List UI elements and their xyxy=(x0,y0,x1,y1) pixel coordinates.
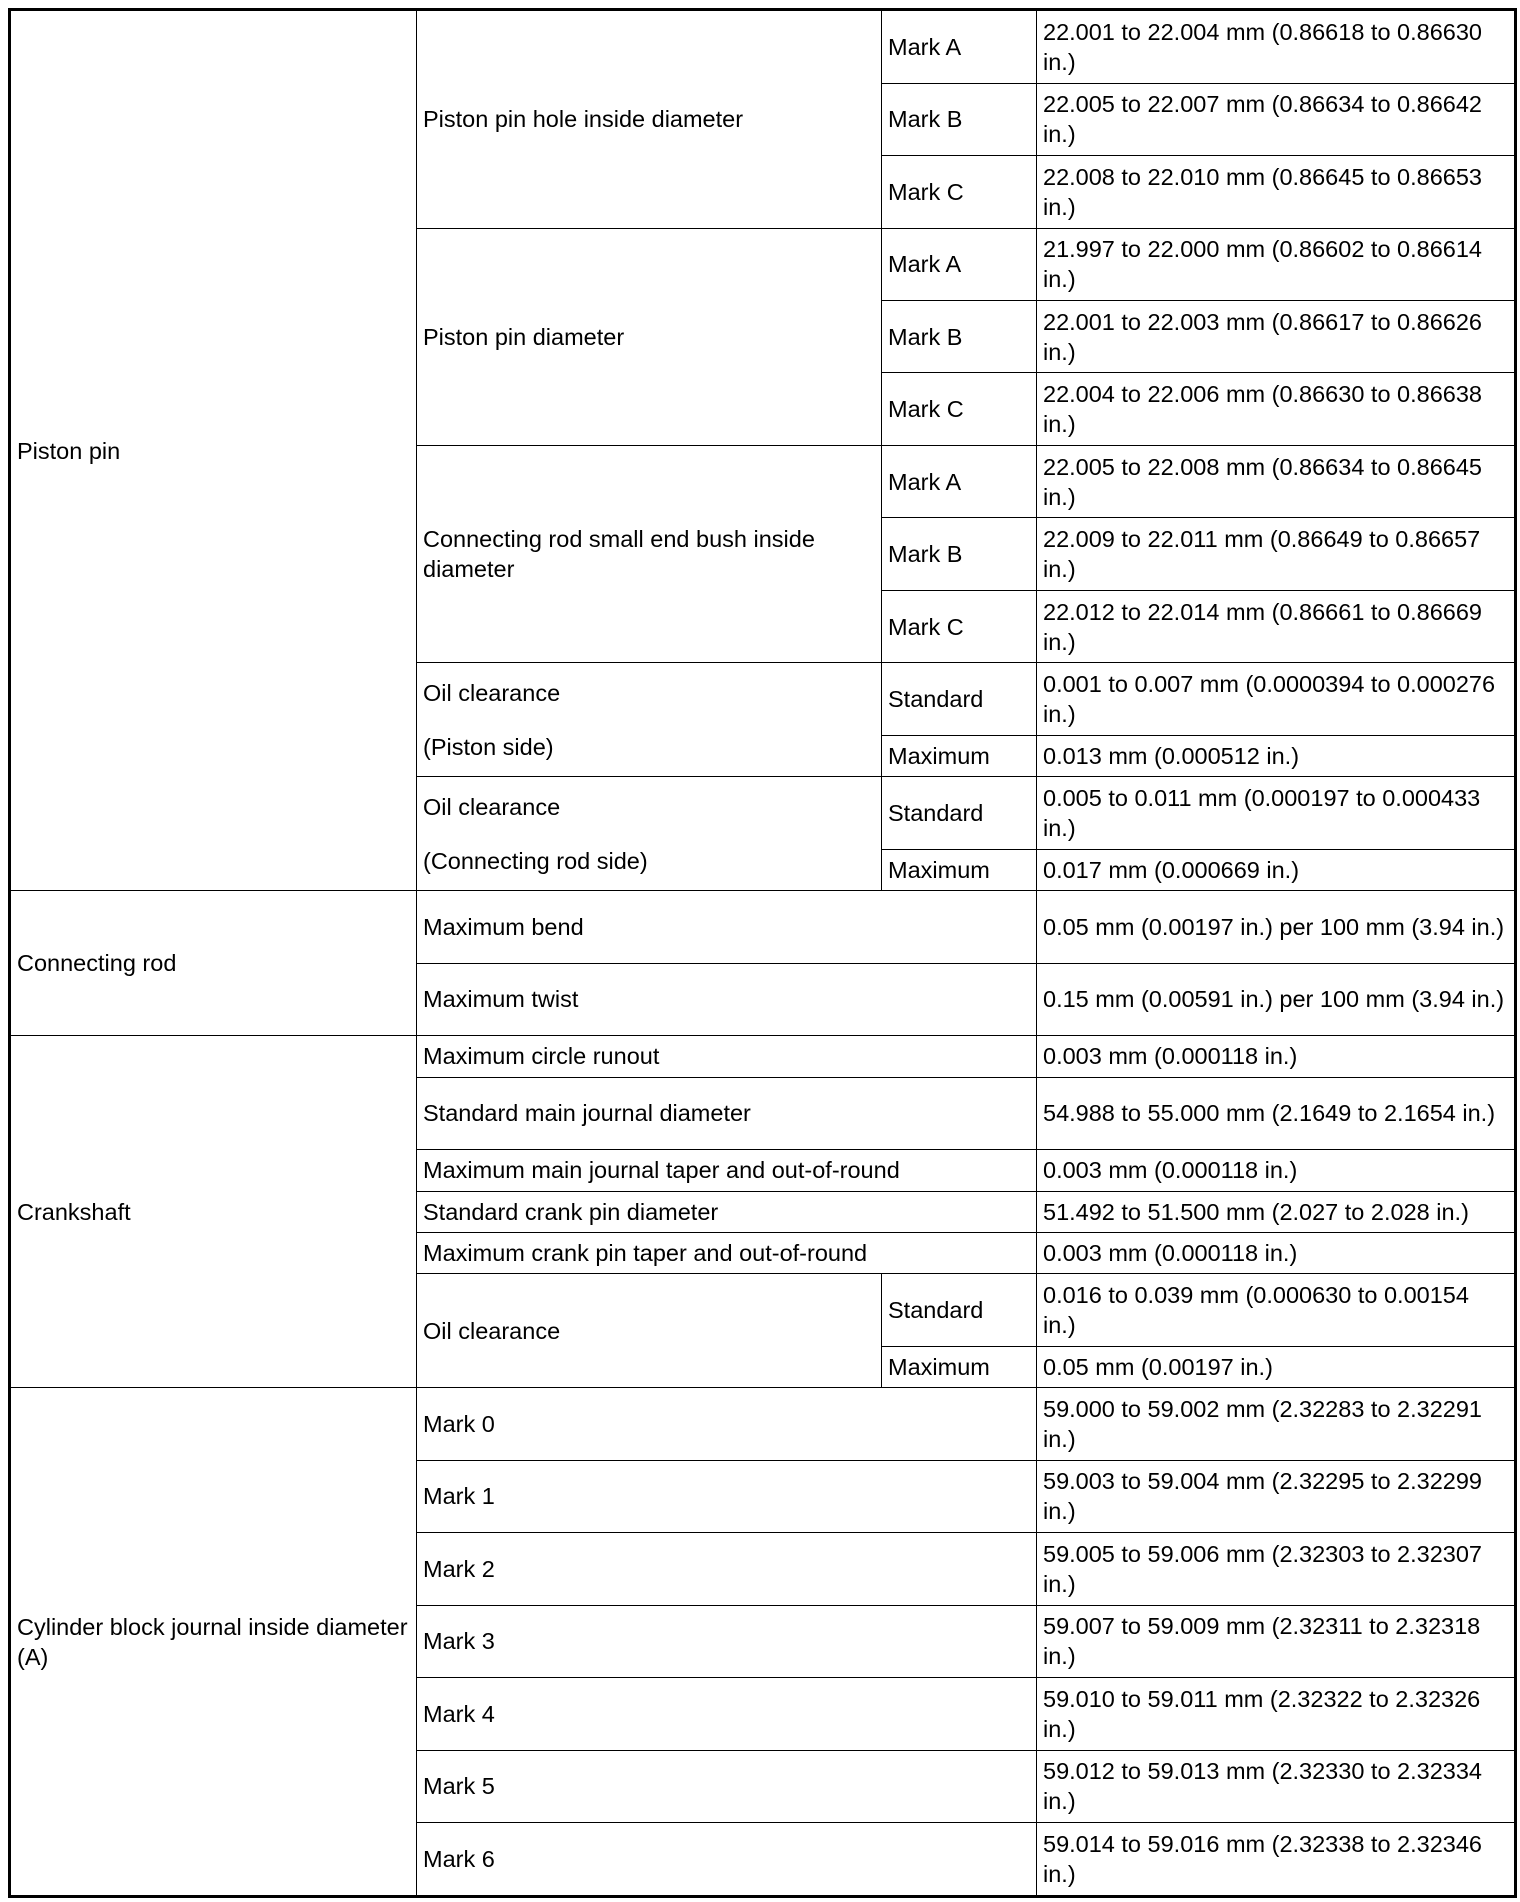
standard-label: Standard xyxy=(882,1274,1037,1346)
item-label: Maximum crank pin taper and out-of-round xyxy=(417,1232,1037,1273)
spec-value: 54.988 to 55.000 mm (2.1649 to 2.1654 in.) xyxy=(1037,1077,1516,1149)
spec-value: 0.15 mm (0.00591 in.) per 100 mm (3.94 in.) xyxy=(1037,963,1516,1035)
spec-value: 59.012 to 59.013 mm (2.32330 to 2.32334 in.) xyxy=(1037,1750,1516,1822)
spec-value: 0.003 mm (0.000118 in.) xyxy=(1037,1150,1516,1191)
item-sublabel: (Piston side) xyxy=(423,733,554,760)
maximum-label: Maximum xyxy=(882,735,1037,776)
spec-value: 59.005 to 59.006 mm (2.32303 to 2.32307 in.) xyxy=(1037,1533,1516,1605)
item-label: Oil clearance xyxy=(423,679,561,706)
mark-label: Mark B xyxy=(882,300,1037,372)
spec-value: 59.000 to 59.002 mm (2.32283 to 2.32291 in.) xyxy=(1037,1388,1516,1460)
mark-label: Mark B xyxy=(882,518,1037,590)
spec-value: 0.016 to 0.039 mm (0.000630 to 0.00154 in.) xyxy=(1037,1274,1516,1346)
mark-label: Mark C xyxy=(882,156,1037,228)
specification-table xyxy=(8,8,1517,1898)
item-label: Piston pin hole inside diameter xyxy=(417,10,882,229)
spec-value: 22.001 to 22.003 mm (0.86617 to 0.86626 in.) xyxy=(1037,300,1516,372)
spec-value: 0.005 to 0.011 mm (0.000197 to 0.000433 in.) xyxy=(1037,777,1516,849)
section-label-piston-pin: Piston pin xyxy=(10,10,417,891)
table-row xyxy=(10,1388,1516,1460)
table-row xyxy=(10,10,1516,84)
spec-value: 0.05 mm (0.00197 in.) xyxy=(1037,1346,1516,1387)
section-label-crankshaft: Crankshaft xyxy=(10,1036,417,1388)
mark-label: Mark 2 xyxy=(417,1533,1037,1605)
spec-value: 0.001 to 0.007 mm (0.0000394 to 0.000276 in.) xyxy=(1037,663,1516,735)
spec-value: 22.005 to 22.007 mm (0.86634 to 0.86642 in.) xyxy=(1037,83,1516,155)
spec-value: 0.017 mm (0.000669 in.) xyxy=(1037,849,1516,890)
mark-label: Mark 6 xyxy=(417,1823,1037,1897)
spec-value: 22.004 to 22.006 mm (0.86630 to 0.86638 in.) xyxy=(1037,373,1516,445)
maximum-label: Maximum xyxy=(882,849,1037,890)
spec-value: 0.003 mm (0.000118 in.) xyxy=(1037,1232,1516,1273)
section-label-cylinder-block: Cylinder block journal inside diameter (A) xyxy=(10,1388,417,1897)
spec-value: 22.001 to 22.004 mm (0.86618 to 0.86630 in.) xyxy=(1037,10,1516,84)
spec-value: 59.007 to 59.009 mm (2.32311 to 2.32318 in.) xyxy=(1037,1605,1516,1677)
standard-label: Standard xyxy=(882,777,1037,849)
item-label: Standard main journal diameter xyxy=(417,1077,1037,1149)
spec-value: 0.013 mm (0.000512 in.) xyxy=(1037,735,1516,776)
spec-value: 22.009 to 22.011 mm (0.86649 to 0.86657 in.) xyxy=(1037,518,1516,590)
standard-label: Standard xyxy=(882,663,1037,735)
mark-label: Mark 1 xyxy=(417,1460,1037,1532)
spec-value: 21.997 to 22.000 mm (0.86602 to 0.86614 in.) xyxy=(1037,228,1516,300)
spec-value: 0.003 mm (0.000118 in.) xyxy=(1037,1036,1516,1077)
item-label: Maximum circle runout xyxy=(417,1036,1037,1077)
spec-value: 59.010 to 59.011 mm (2.32322 to 2.32326 in.) xyxy=(1037,1678,1516,1750)
item-label: Maximum main journal taper and out-of-round xyxy=(417,1150,1037,1191)
item-label: Connecting rod small end bush inside diameter xyxy=(417,445,882,662)
spec-value: 22.005 to 22.008 mm (0.86634 to 0.86645 in.) xyxy=(1037,445,1516,517)
spec-value: 22.012 to 22.014 mm (0.86661 to 0.86669 in.) xyxy=(1037,590,1516,662)
mark-label: Mark B xyxy=(882,83,1037,155)
item-label: Standard crank pin diameter xyxy=(417,1191,1037,1232)
spec-value: 51.492 to 51.500 mm (2.027 to 2.028 in.) xyxy=(1037,1191,1516,1232)
section-label-connecting-rod: Connecting rod xyxy=(10,891,417,1036)
item-label: Oil clearance xyxy=(423,793,561,820)
mark-label: Mark A xyxy=(882,445,1037,517)
mark-label: Mark A xyxy=(882,228,1037,300)
spec-value: 0.05 mm (0.00197 in.) per 100 mm (3.94 in.) xyxy=(1037,891,1516,963)
table-row xyxy=(10,891,1516,963)
item-label: Maximum twist xyxy=(417,963,1037,1035)
table-row xyxy=(10,1036,1516,1077)
mark-label: Mark C xyxy=(882,590,1037,662)
item-label: Piston pin diameter xyxy=(417,228,882,445)
mark-label: Mark 3 xyxy=(417,1605,1037,1677)
mark-label: Mark C xyxy=(882,373,1037,445)
mark-label: Mark 5 xyxy=(417,1750,1037,1822)
item-sublabel: (Connecting rod side) xyxy=(423,847,648,874)
mark-label: Mark 4 xyxy=(417,1678,1037,1750)
spec-value: 22.008 to 22.010 mm (0.86645 to 0.86653 in.) xyxy=(1037,156,1516,228)
mark-label: Mark 0 xyxy=(417,1388,1037,1460)
item-label: Maximum bend xyxy=(417,891,1037,963)
spec-value: 59.003 to 59.004 mm (2.32295 to 2.32299 in.) xyxy=(1037,1460,1516,1532)
oil-clearance-piston-label xyxy=(417,663,882,777)
oil-clearance-rod-label xyxy=(417,777,882,891)
item-label: Oil clearance xyxy=(417,1274,882,1388)
spec-value: 59.014 to 59.016 mm (2.32338 to 2.32346 in.) xyxy=(1037,1823,1516,1897)
maximum-label: Maximum xyxy=(882,1346,1037,1387)
mark-label: Mark A xyxy=(882,10,1037,84)
